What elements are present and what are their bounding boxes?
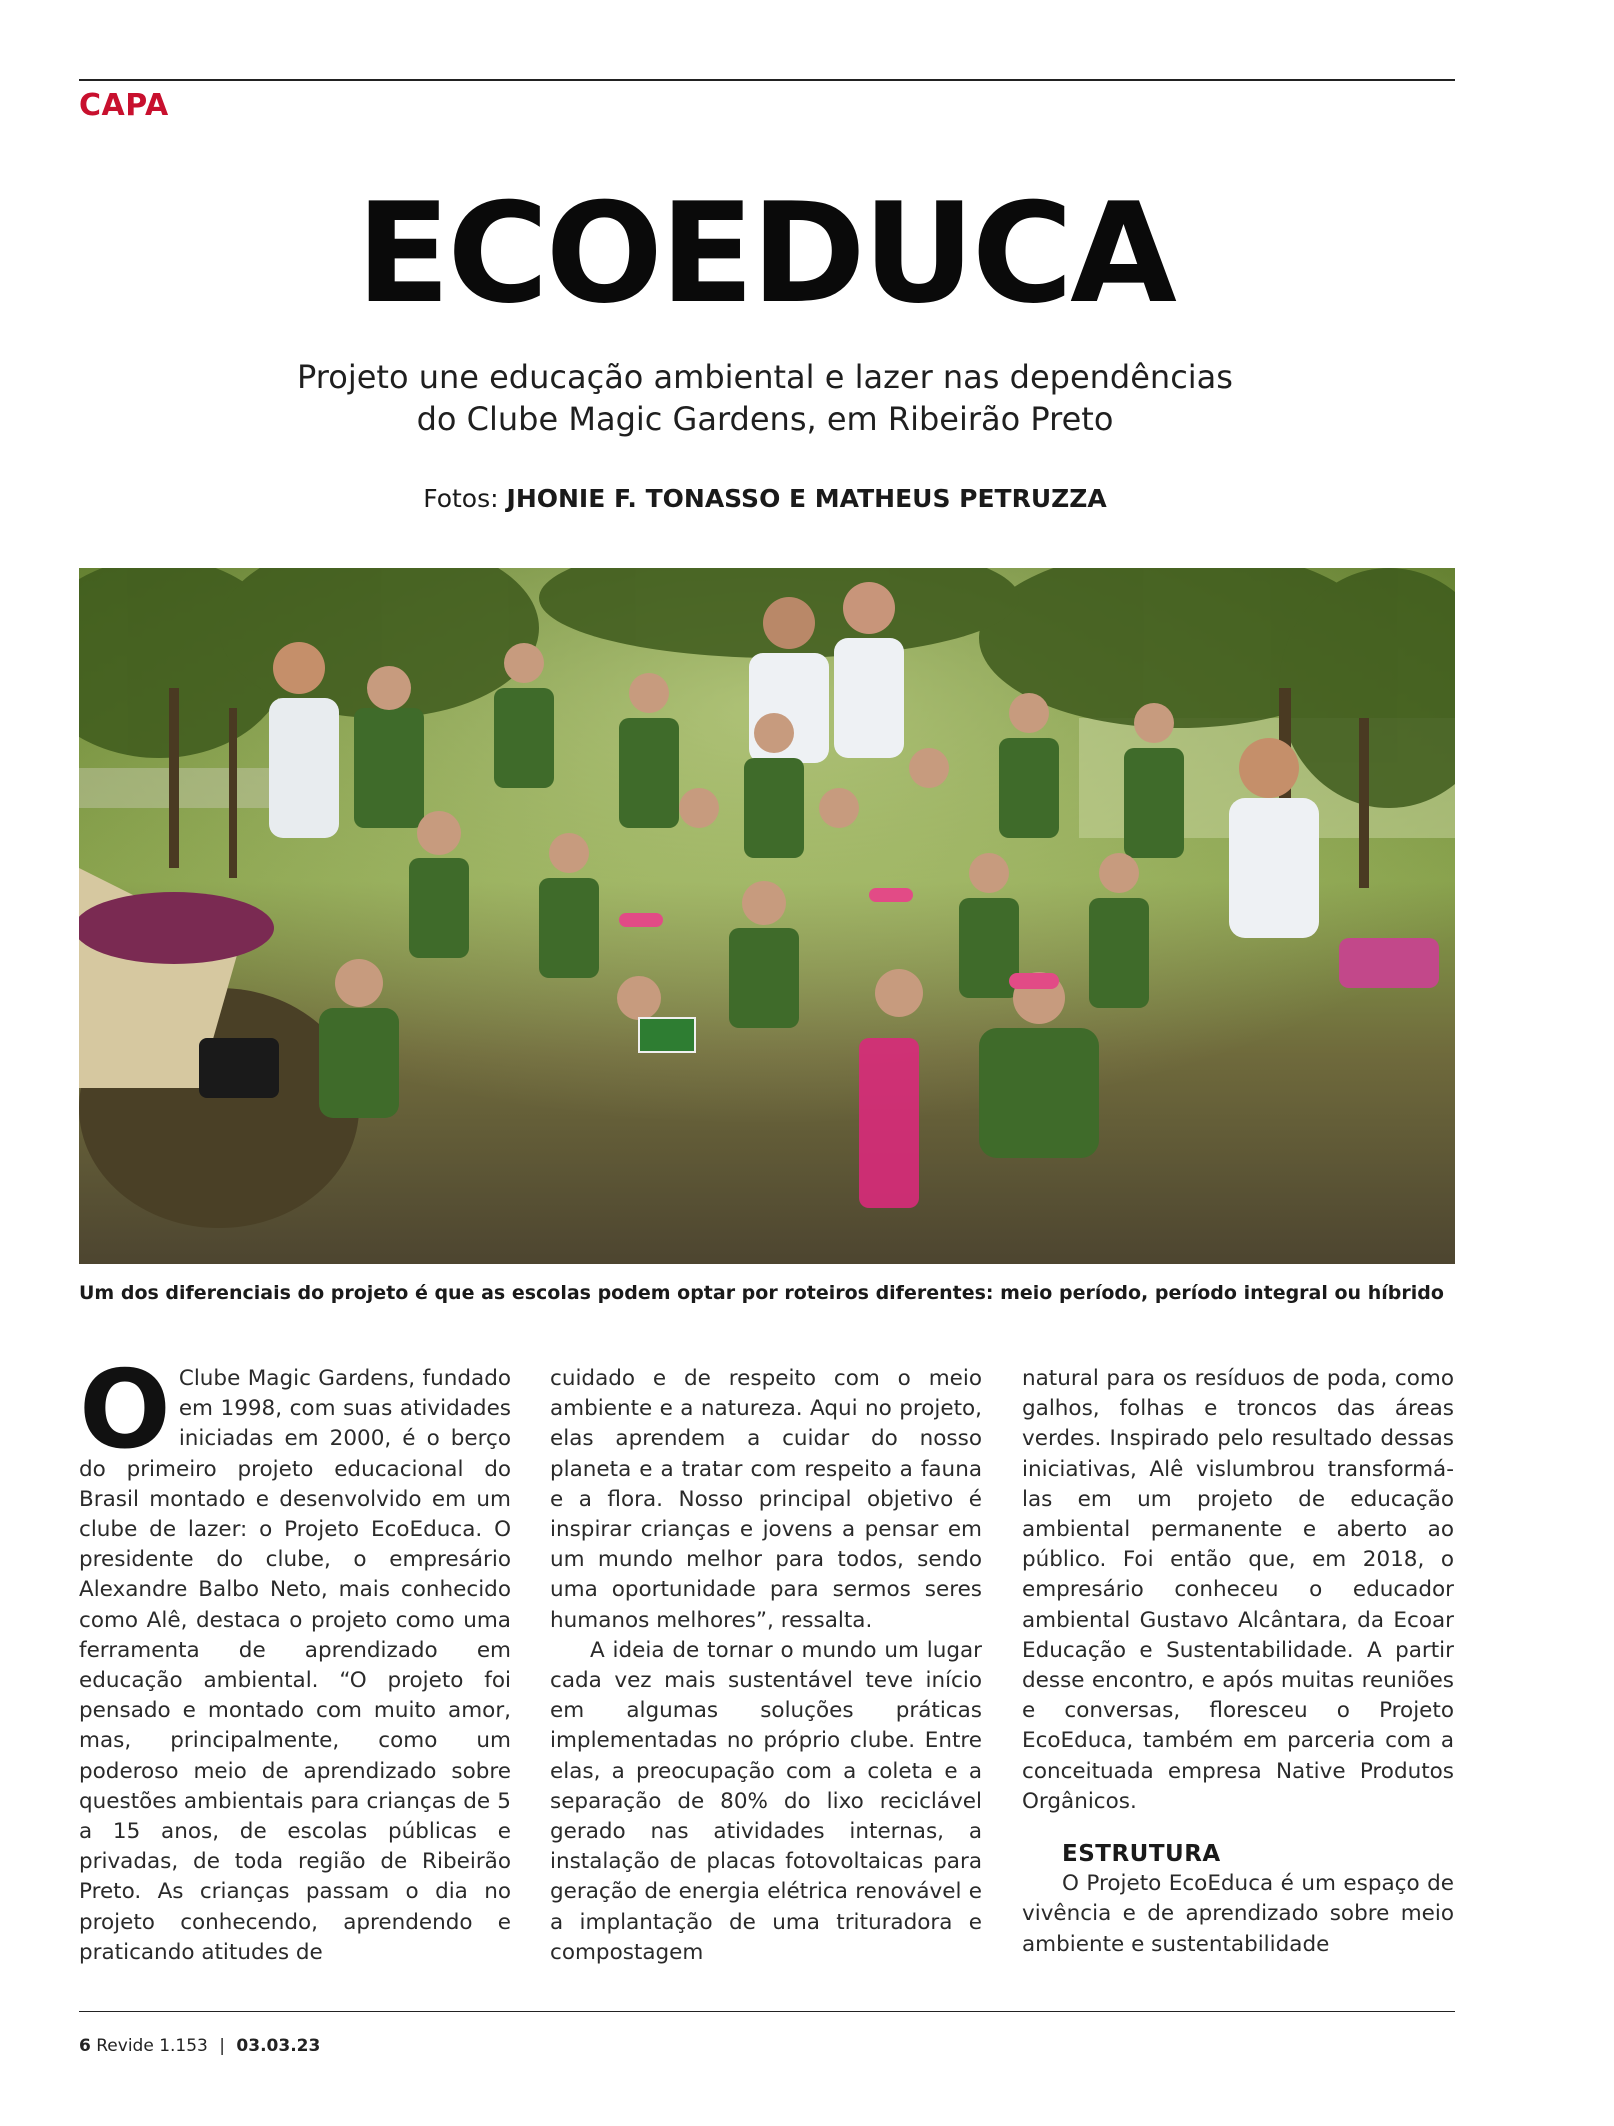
group-photo-illustration	[79, 568, 1455, 1264]
column-1-paragraph: Clube Magic Gardens, fundado em 1998, com suas atividades iniciadas em 2000, é o berço do primeiro projeto educacional do Brasil montado e desenvolvido em um clube de lazer: o Projeto EcoEduca. O presidente do clube, o empresário Alexandre Balbo Neto, mais conhecido como Alê, destaca o projeto como uma ferramenta de aprendizado em educação ambiental. “O projeto foi pensado e montado com muito amor, mas, principalmente, como um poderoso meio de aprendizado sobre questões ambientais para crianças de 5 a 15 anos, de escolas públicas e privadas, de toda região de Ribeirão Preto. As crianças passam o dia no projeto conhecendo, aprendendo e praticando atitudes de	[79, 1366, 511, 1965]
subtitle-line-1: Projeto une educação ambiental e lazer nas dependências	[297, 358, 1233, 396]
drop-cap: O	[79, 1348, 171, 1473]
page-number: 6	[79, 2036, 91, 2056]
column-3-paragraph-1: natural para os resíduos de poda, como galhos, folhas e troncos das áreas verdes. Inspirado pelo resultado dessas iniciativas, Alê vislumbrou transformá-las em um projeto de educação ambiental permanente e aberto ao público. Foi então que, em 2018, o empresário conheceu o educador ambiental Gustavo Alcântara, da Ecoar Educação e Sustentabilidade. A partir desse encontro, e após muitas reuniões e conversas, floresceu o Projeto EcoEduca, também em parceria com a conceituada empresa Native Produtos Orgânicos.	[1022, 1366, 1454, 1814]
issue-date: 03.03.23	[236, 2036, 321, 2056]
magazine-issue: Revide 1.153	[96, 2036, 208, 2056]
subtitle-line-2: do Clube Magic Gardens, em Ribeirão Preto	[416, 400, 1114, 438]
column-3-paragraph-2: O Projeto EcoEduca é um espaço de vivência e de aprendizado sobre meio ambiente e sustentabilidade	[1022, 1871, 1454, 1957]
group-photo	[79, 568, 1455, 1264]
article-subtitle	[0, 356, 1530, 440]
column-2-paragraph-2: A ideia de tornar o mundo um lugar cada vez mais sustentável teve início em algumas soluções práticas implementadas no próprio clube. Entre elas, a preocupação com a coleta e a separação de 80% do lixo reciclável gerado nas atividades internas, a instalação de placas fotovoltaicas para geração de energia elétrica renovável e a implantação de uma trituradora e compostagem	[550, 1637, 982, 1965]
photo-credits	[0, 484, 1530, 513]
article-column-1	[79, 1348, 511, 1968]
article-column-3	[1022, 1364, 1454, 1960]
bottom-rule	[79, 2011, 1455, 2012]
section-subhead: ESTRUTURA	[1062, 1841, 1221, 1868]
article-column-2	[550, 1364, 982, 1968]
credits-label: Fotos:	[423, 484, 499, 513]
credits-names: JHONIE F. TONASSO E MATHEUS PETRUZZA	[506, 484, 1107, 513]
page-footer	[79, 2036, 320, 2056]
footer-separator: |	[219, 2036, 226, 2056]
photo-caption: Um dos diferenciais do projeto é que as escolas podem optar por roteiros diferentes: meio período, período integral ou híbrido	[79, 1282, 1444, 1304]
column-2-paragraph-1: cuidado e de respeito com o meio ambiente e a natureza. Aqui no projeto, elas aprendem a cuidar do nosso planeta e a tratar com respeito a fauna e a flora. Nosso principal objetivo é inspirar crianças e jovens a pensar em um mundo melhor para todos, sendo uma oportunidade para sermos seres humanos melhores”, ressalta.	[550, 1366, 982, 1633]
top-rule	[79, 79, 1455, 81]
section-label: CAPA	[79, 88, 169, 123]
article-title: ECOEDUCA	[356, 173, 1174, 334]
